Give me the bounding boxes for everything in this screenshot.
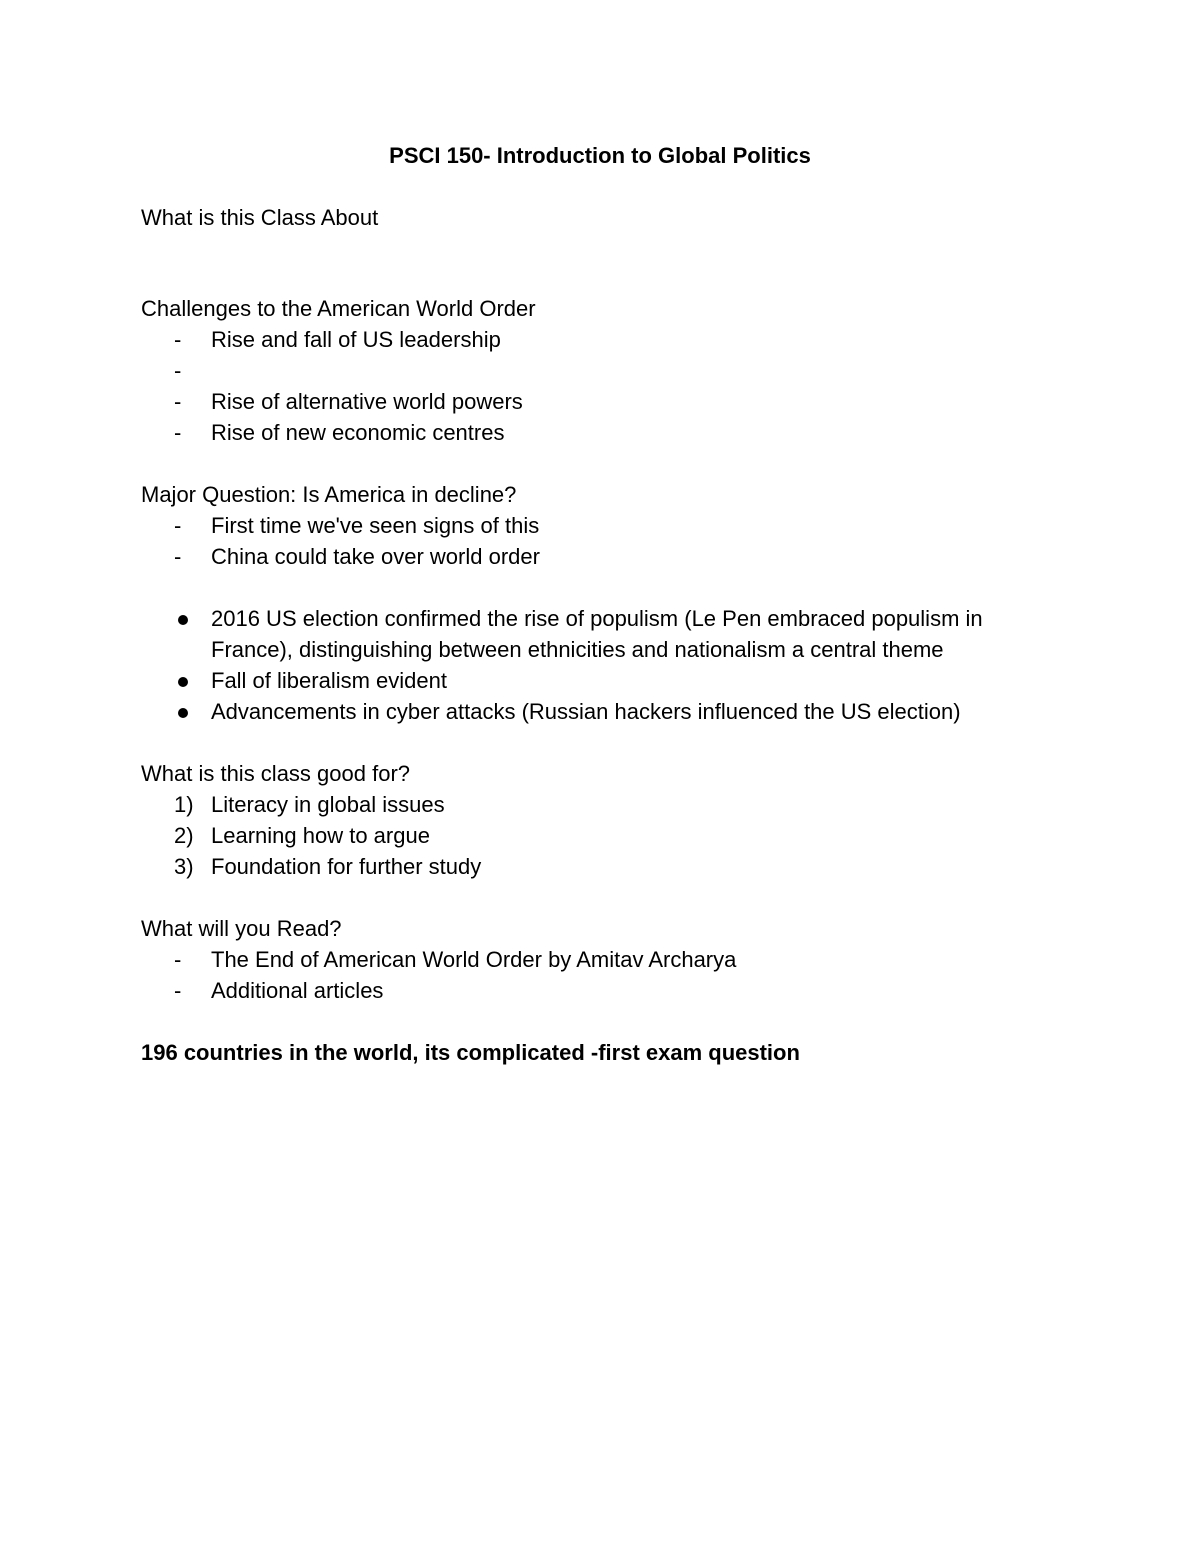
list-item: Rise of alternative world powers [211,389,523,414]
bullet-dot [178,615,188,625]
bullet-item-line: 2016 US election confirmed the rise of populism (Le Pen embraced populism in [211,606,983,631]
heading-reading: What will you Read? [141,916,342,941]
dash-marker: - [174,420,182,445]
list-item: First time we've seen signs of this [211,513,540,538]
bullet-dot [178,677,188,687]
number-marker: 3) [174,854,194,879]
heading-challenges: Challenges to the American World Order [141,296,536,321]
numbered-item: Foundation for further study [211,854,482,879]
dash-marker: - [174,389,182,414]
list-item: Additional articles [211,978,384,1003]
bullet-item: Fall of liberalism evident [211,668,447,693]
bullet-item-line: France), distinguishing between ethnicities and nationalism a central theme [211,637,944,662]
heading-major-question: Major Question: Is America in decline? [141,482,517,507]
dash-marker: - [174,947,182,972]
dash-marker: - [174,513,182,538]
heading-class-about: What is this Class About [141,205,379,230]
list-item: The End of American World Order by Amitav Archarya [211,947,737,972]
page-title: PSCI 150- Introduction to Global Politics [389,143,811,168]
dash-marker: - [174,544,182,569]
list-item: Rise of new economic centres [211,420,505,445]
list-item: China could take over world order [211,544,540,569]
numbered-item: Learning how to argue [211,823,430,848]
exam-note: 196 countries in the world, its complicated -first exam question [141,1040,800,1065]
dash-marker: - [174,978,182,1003]
bullet-item: Advancements in cyber attacks (Russian hackers influenced the US election) [211,699,961,724]
dash-marker: - [174,358,182,383]
number-marker: 1) [174,792,194,817]
heading-good-for: What is this class good for? [141,761,411,786]
numbered-item: Literacy in global issues [211,792,445,817]
list-item: Rise and fall of US leadership [211,327,501,352]
number-marker: 2) [174,823,194,848]
bullet-dot [178,708,188,718]
dash-marker: - [174,327,182,352]
